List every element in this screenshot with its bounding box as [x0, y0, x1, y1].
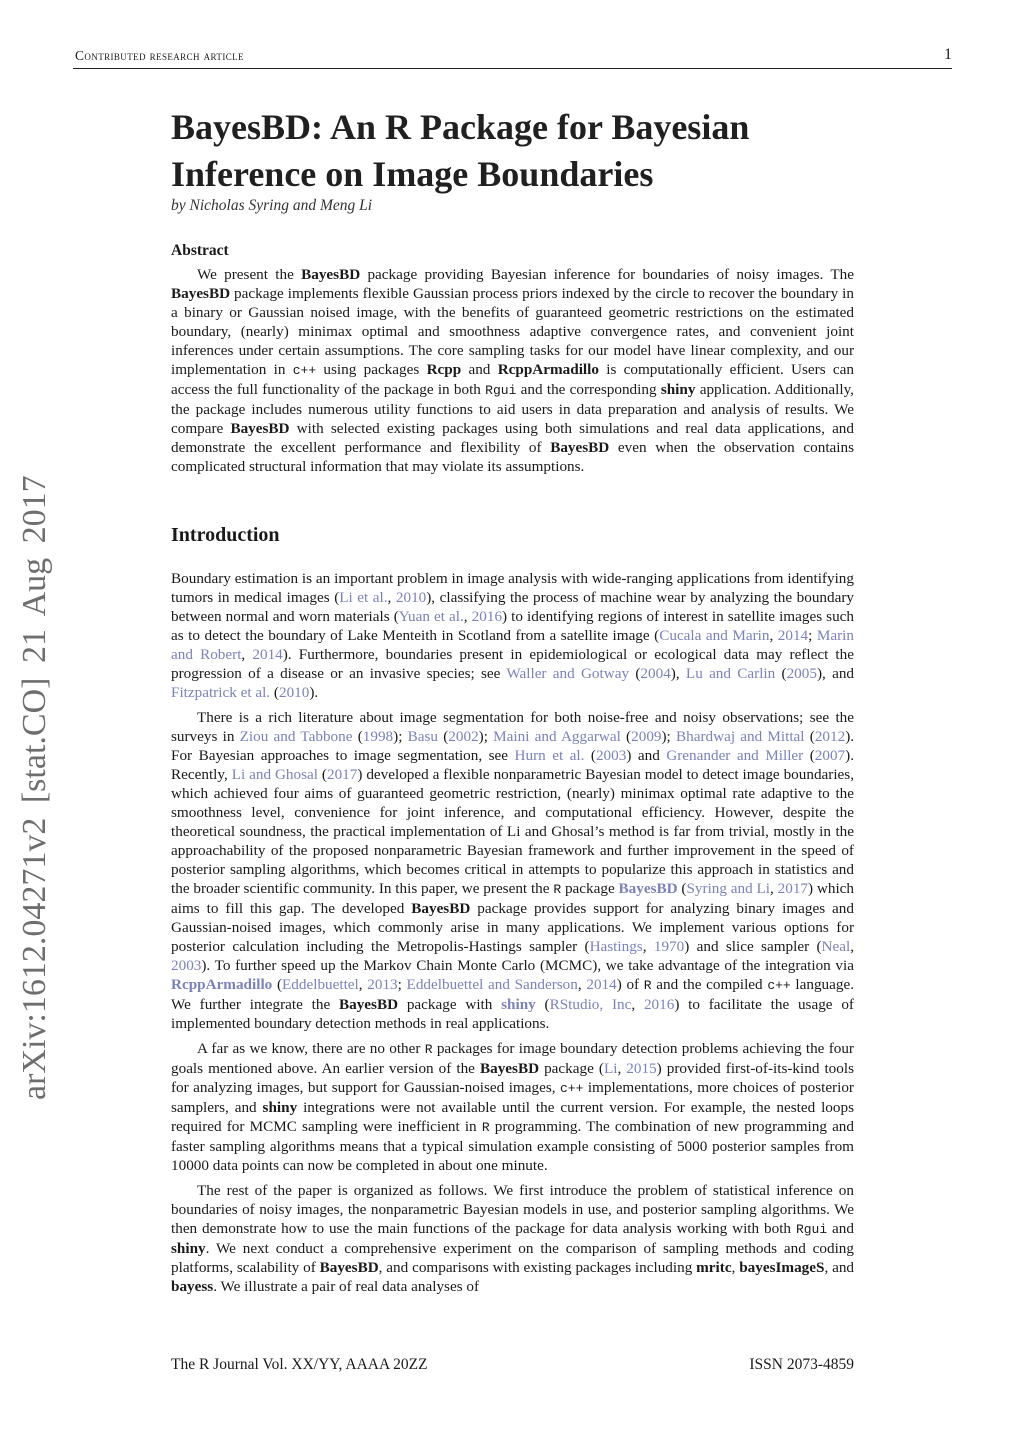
- package-name: BayesBD: [550, 439, 610, 456]
- package-name: BayesBD: [479, 1060, 540, 1077]
- package-name: mritc: [696, 1259, 732, 1276]
- text: . We illustrate a pair of real data analyses of: [213, 1278, 480, 1295]
- code-text: R: [553, 882, 562, 897]
- citation-link[interactable]: Hastings: [589, 938, 643, 955]
- package-name: RcppArmadillo: [497, 361, 599, 378]
- text: (: [584, 747, 596, 764]
- citation-link[interactable]: 2010: [278, 684, 310, 701]
- section-heading-introduction: Introduction: [171, 524, 280, 546]
- text: ). Furthermore, boundaries present in epidemiological or ecological data may reflect the progression of a disease or an invasive species; see: [171, 646, 854, 682]
- code-text: R: [424, 1042, 433, 1057]
- text: and: [461, 361, 498, 378]
- journal-info: The R Journal Vol. XX/YY, AAAA 20ZZ: [171, 1356, 428, 1373]
- package-name: BayesBD: [230, 420, 290, 437]
- text: (: [775, 665, 787, 682]
- text: ,: [577, 976, 587, 993]
- citation-link[interactable]: Maini and Aggarwal: [493, 728, 621, 745]
- text: ) to identifying regions of interest in satellite images such as to detect the boundary of Lake Menteith in Scotland from a satellite image (: [171, 608, 855, 644]
- text: ) to facilitate the usage of implemented boundary detection methods in real applications.: [171, 996, 854, 1032]
- intro-paragraph-2: [171, 708, 854, 1033]
- text: (: [438, 728, 449, 745]
- text: ).: [309, 684, 319, 701]
- intro-paragraph-4: [171, 1181, 854, 1296]
- abstract-heading: Abstract: [171, 242, 229, 259]
- text: Boundary estimation is an important problem in image analysis with wide-ranging applications from identifying tumors in medical images (: [171, 570, 854, 606]
- text: even when the observation contains complicated structural information that may violate its assumptions.: [171, 439, 855, 475]
- package-link[interactable]: shiny: [501, 996, 536, 1013]
- citation-link[interactable]: Hurn et al.: [514, 747, 585, 764]
- citation-link[interactable]: Cucala and Marin: [659, 627, 770, 644]
- abstract: [171, 265, 854, 476]
- intro-paragraph-3: [171, 1039, 854, 1175]
- text: , and: [824, 1259, 855, 1276]
- text: ;: [808, 627, 817, 644]
- text: (: [803, 747, 815, 764]
- citation-link[interactable]: Syring and Li: [686, 880, 771, 897]
- code-text: R: [481, 1120, 490, 1135]
- intro-paragraph-1: [171, 569, 854, 702]
- text: package: [561, 880, 619, 897]
- text: ,: [617, 1060, 627, 1077]
- citation-link[interactable]: 2016: [643, 996, 675, 1013]
- citation-link[interactable]: 2007: [814, 747, 846, 764]
- text: package implements flexible Gaussian process priors indexed by the circle to recover the boundary in a binary or Gaussian noised image, with the benefits of guaranteed geometric restrictions on the estimated boundary, (nearly) minimax optimal and smoothness adaptive convergence rates, and convenient joint inferences under certain assumptions. The core sampling tasks for our model have linear complexity, and our implementation in: [171, 285, 854, 378]
- text: ). Recently,: [171, 747, 854, 783]
- text: is computationally efficient. Users can access the full functionality of the package in both: [171, 361, 854, 398]
- code-text: Rgui: [485, 383, 517, 398]
- citation-link[interactable]: 2003: [595, 747, 627, 764]
- code-text: c++: [292, 363, 317, 378]
- citation-link[interactable]: 2015: [626, 1060, 657, 1077]
- text: and the corresponding: [516, 381, 661, 398]
- citation-link[interactable]: 2016: [471, 608, 503, 625]
- citation-link[interactable]: Basu: [407, 728, 439, 745]
- citation-link[interactable]: Eddelbuettel: [282, 976, 359, 993]
- citation-link[interactable]: Li and Ghosal: [231, 766, 318, 783]
- package-name: shiny: [262, 1099, 298, 1116]
- citation-link[interactable]: 2014: [252, 646, 283, 663]
- text: (: [677, 880, 687, 897]
- text: There is a rich literature about image segmentation for both noise-free and noisy observations; see the surveys in: [171, 709, 854, 745]
- text: ,: [769, 627, 778, 644]
- citation-link[interactable]: RStudio, Inc: [549, 996, 632, 1013]
- citation-link[interactable]: 2017: [777, 880, 809, 897]
- package-name: bayesImageS: [739, 1259, 825, 1276]
- text: We present the: [197, 266, 302, 283]
- text: ). To further speed up the Markov Chain Monte Carlo (MCMC), we take advantage of the integration via: [201, 957, 854, 974]
- citation-link[interactable]: Eddelbuettel and Sanderson: [406, 976, 578, 993]
- text: programming. The combination of new programming and faster sampling algorithms means that a typical simulation example consisting of 5000 posterior samples from 10000 data points can now be completed in about one minute.: [171, 1118, 854, 1174]
- text: and: [827, 1220, 854, 1237]
- package-name: BayesBD: [411, 900, 471, 917]
- text: integrations were not available until the current version. For example, the nested loops required for MCMC sampling were inefficient in: [171, 1099, 854, 1135]
- citation-link[interactable]: Lu and Carlin: [685, 665, 776, 682]
- citation-link[interactable]: Fitzpatrick et al.: [171, 684, 271, 701]
- text: ,: [642, 938, 654, 955]
- citation-link[interactable]: Grenander and Miller: [666, 747, 804, 764]
- text: );: [393, 728, 408, 745]
- text: ,: [731, 1259, 740, 1276]
- citation-link[interactable]: 2005: [786, 665, 817, 682]
- package-name: BayesBD: [319, 1259, 379, 1276]
- package-name: shiny: [660, 381, 696, 398]
- citation-link[interactable]: Waller and Gotway: [506, 665, 630, 682]
- text: . We next conduct a comprehensive experiment on the comparison of sampling methods and coding platforms, scalability of: [171, 1240, 854, 1276]
- text: language. We further integrate the: [171, 976, 855, 1013]
- package-name: bayess: [171, 1278, 214, 1295]
- text: (: [272, 976, 283, 993]
- section-label: Contributed research article: [75, 48, 244, 63]
- text: , and comparisons with existing packages including: [378, 1259, 697, 1276]
- citation-link[interactable]: Neal: [821, 938, 851, 955]
- text: package providing Bayesian inference for boundaries of noisy images. The: [360, 266, 854, 283]
- text: package (: [539, 1060, 604, 1077]
- text: ,: [631, 996, 644, 1013]
- page-number: 1: [944, 46, 952, 63]
- citation-link[interactable]: 2002: [448, 728, 479, 745]
- text: ,: [387, 589, 396, 606]
- citation-link[interactable]: 2014: [586, 976, 617, 993]
- citation-link[interactable]: 2014: [777, 627, 809, 644]
- text: ),: [670, 665, 686, 682]
- paper-title: BayesBD: An R Package for Bayesian Inference on Image Boundaries: [171, 107, 750, 194]
- text: ,: [358, 976, 368, 993]
- text: ;: [397, 976, 407, 993]
- text: (: [535, 996, 550, 1013]
- text: ) of: [616, 976, 644, 993]
- text: using packages: [316, 361, 427, 378]
- text: ,: [770, 880, 778, 897]
- text: ) provided first-of-its-kind tools for analyzing images, but support for Gaussian-noised images,: [171, 1060, 854, 1096]
- text: packages for image boundary detection problems achieving the four goals mentioned above. An earlier version of the: [171, 1040, 854, 1077]
- text: ) developed a flexible nonparametric Bayesian model to detect image boundaries, which achieved four aims of guaranteed geometric restriction, (nearly) minimax optimal rate adaptive to the smoothness level, convenience for joint inference, and computational efficiency. However, despite the theoretical soundness, the practical implementation of Li and Ghosal’s method is far from trivial, mostly in the approachability of the proposed nonparametric Bayesian framework and further improvement in the speed of posterior sampling algorithms, which becomes critical in attempts to popularize this approach in statistics and the broader scientific community. In this paper, we present the: [171, 766, 855, 897]
- code-text: c++: [767, 978, 791, 993]
- text: );: [478, 728, 494, 745]
- code-text: c++: [559, 1081, 584, 1096]
- text: ). For Bayesian approaches to image segmentation, see: [171, 728, 855, 764]
- citation-link[interactable]: 2003: [171, 957, 202, 974]
- package-name: Rcpp: [426, 361, 462, 378]
- citation-link[interactable]: Ziou and Tabbone: [239, 728, 353, 745]
- package-name: BayesBD: [301, 266, 361, 283]
- abstract-paragraph: [171, 265, 854, 476]
- text: application. Additionally, the package includes numerous utility functions to aid users in data preparation and analysis of results. We compare: [171, 381, 854, 437]
- text: A far as we know, there are no other: [197, 1040, 425, 1057]
- citation-link[interactable]: 2010: [395, 589, 427, 606]
- citation-link[interactable]: Li et al.: [339, 589, 388, 606]
- running-head: [73, 48, 952, 69]
- text: ) and: [626, 747, 667, 764]
- citation-link[interactable]: Bhardwaj and Mittal: [676, 728, 805, 745]
- citation-link[interactable]: 1970: [653, 938, 685, 955]
- text: The rest of the paper is organized as follows. We first introduce the problem of statistical inference on boundaries of noisy images, the nonparametric Bayesian models in use, and posterior sampling algorithms. We then demonstrate how to use the main functions of the package for data analysis working with both: [171, 1182, 854, 1237]
- text: implementations, more choices of posterior samplers, and: [171, 1079, 854, 1116]
- text: with selected existing packages using both simulations and real data applications, and demonstrate the excellent performance and flexibility of: [171, 420, 854, 456]
- citation-link[interactable]: Yuan et al.: [398, 608, 464, 625]
- citation-link[interactable]: 2012: [814, 728, 846, 745]
- package-link[interactable]: BayesBD: [618, 880, 678, 897]
- text: );: [661, 728, 676, 745]
- text: (: [629, 665, 641, 682]
- text: (: [620, 728, 632, 745]
- citation-link[interactable]: 2004: [640, 665, 671, 682]
- citation-link[interactable]: 2009: [631, 728, 662, 745]
- text: (: [317, 766, 327, 783]
- text: (: [804, 728, 815, 745]
- text: ,: [241, 646, 253, 663]
- code-text: R: [643, 978, 652, 993]
- text: and the compiled: [651, 976, 768, 993]
- text: (: [352, 728, 363, 745]
- text: package provides support for analyzing binary images and Gaussian-noised images, which commonly arise in many applications. We implement various options for posterior calculation including the Metropolis-Hastings sampler (: [171, 900, 854, 955]
- text: (: [270, 684, 279, 701]
- text: ) which aims to fill this gap. The developed: [171, 880, 854, 917]
- issn: ISSN 2073-4859: [749, 1356, 854, 1373]
- code-text: Rgui: [795, 1222, 828, 1237]
- citation-link[interactable]: 1998: [362, 728, 394, 745]
- text: ,: [850, 938, 855, 955]
- arxiv-stamp-text: arXiv:1612.04271v2 [stat.CO] 21 Aug 2017: [16, 475, 53, 1100]
- package-name: BayesBD: [338, 996, 399, 1013]
- text: ,: [463, 608, 472, 625]
- package-name: shiny: [171, 1240, 206, 1257]
- citation-link[interactable]: Li: [603, 1060, 618, 1077]
- text: ), classifying the process of machine wear by analyzing the boundary between normal and worn materials (: [171, 589, 855, 625]
- package-name: BayesBD: [171, 285, 231, 302]
- text: package with: [398, 996, 502, 1013]
- citation-link[interactable]: 2017: [326, 766, 358, 783]
- introduction-body: [171, 569, 854, 1296]
- byline: by Nicholas Syring and Meng Li: [171, 197, 373, 214]
- text: ) and slice sampler (: [684, 938, 822, 955]
- package-link[interactable]: RcppArmadillo: [171, 976, 273, 993]
- citation-link[interactable]: 2013: [367, 976, 398, 993]
- text: ), and: [816, 665, 855, 682]
- citation-link[interactable]: Marin and Robert: [171, 627, 854, 663]
